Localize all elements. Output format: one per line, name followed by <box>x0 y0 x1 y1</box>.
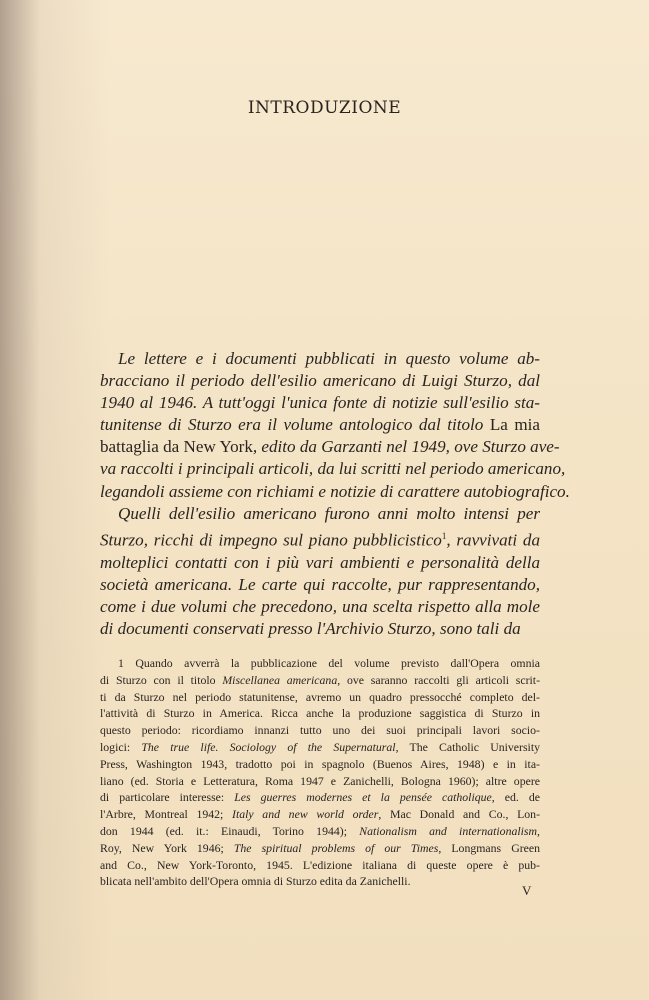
footnote-line <box>100 789 540 806</box>
footnote-line-segment: The true life. Sociology of the Supernatural <box>141 739 396 754</box>
footnote-line-segment: Quando avverrà la pubblicazione del volume previsto dall'Opera omnia <box>123 656 540 670</box>
body-line <box>100 596 540 618</box>
footnote-line-segment: , Longmans Green <box>438 840 541 855</box>
footnote-line-segment: The spiritual problems of our Times <box>233 840 439 855</box>
footnote-line-segment: ti da Sturzo nel periodo statunitense, avremo un quadro pressocché completo del- <box>100 689 540 704</box>
footnote-line-segment: liano (ed. Storia e Letteratura, Roma 1947 e Zanichelli, Bologna 1960); altre opere <box>100 773 540 788</box>
footnote-line <box>100 705 540 722</box>
body-line-segment: Sturzo, ricchi di impegno sul piano pubblicistico <box>100 530 442 550</box>
footnote-line <box>100 806 540 823</box>
body-line-segment: , edito da Garzanti nel 1949, ove Sturzo ave- <box>252 437 560 457</box>
body-line-segment: La mia <box>489 415 540 435</box>
body-line-segment: di documenti conservati presso l'Archivio Sturzo, sono tali da <box>100 618 521 638</box>
footnote-line <box>100 857 540 874</box>
footnote-line-segment: Italy and new world order <box>232 807 379 822</box>
body-line <box>100 481 570 503</box>
body-line <box>100 414 540 436</box>
footnote-line <box>100 672 540 689</box>
body-line <box>100 525 540 552</box>
footnote-line-segment: Press, Washington 1943, tradotto poi in spagnolo (Buenos Aires, 1948) e in ita- <box>100 756 540 771</box>
body-line-segment: bracciano il periodo dell'esilio americano di Luigi Sturzo, dal <box>100 371 540 391</box>
footnote-line <box>100 655 540 672</box>
body-line <box>100 458 566 480</box>
footnote-line <box>100 873 540 890</box>
body-line-segment: come i due volumi che precedono, una scelta rispetto alla mole <box>100 596 540 616</box>
footnote-line <box>100 739 540 756</box>
body-line-segment: Le lettere e i documenti pubblicati in questo volume ab- <box>118 349 540 368</box>
footnote-line-segment: l'Arbre, Montreal 1942; <box>100 807 233 822</box>
footnote <box>100 655 540 890</box>
footnote-line-segment: , ed. de <box>491 790 540 805</box>
footnote-line-segment: , Mac Donald and Co., Lon- <box>378 807 541 822</box>
body-line <box>100 348 540 370</box>
footnote-line-segment: , <box>537 823 540 838</box>
body-line-segment: battaglia da New York <box>100 437 253 457</box>
footnote-line <box>100 722 540 739</box>
body-line <box>100 436 560 458</box>
footnote-line-segment: Les guerres modernes et la pensée catholique <box>234 790 492 805</box>
footnote-line-segment: Miscellanea americana <box>222 672 338 687</box>
footnote-line <box>100 689 540 706</box>
footnote-line-segment: 1 <box>118 656 124 670</box>
footnote-line-segment: and Co., New York-Toronto, 1945. L'edizione italiana di queste opere è pub- <box>100 857 540 872</box>
footnote-line-segment: questo periodo: ricordiamo innanzi tutto uno dei suoi principali lavori socio- <box>100 723 540 738</box>
footnote-line-segment: di Sturzo con il titolo <box>100 672 223 687</box>
body-line <box>100 618 540 640</box>
footnote-line <box>100 756 540 773</box>
footnote-line-segment: Roy, New York 1946; <box>100 840 234 855</box>
body-line <box>100 370 540 392</box>
footnote-line-segment: l'attività di Sturzo in America. Ricca anche la produzione saggistica di Sturzo in <box>100 706 540 721</box>
body-line-segment: società americana. Le carte qui raccolte, pur rappresentando, <box>100 574 540 594</box>
footnote-line-segment: , The Catholic University <box>395 739 541 754</box>
body-line-segment: , ravvivati da <box>446 530 540 550</box>
body-line-segment: molteplici contatti con i più vari ambienti e personalità della <box>100 552 540 572</box>
body-line-segment: 1940 al 1946. A tutt'oggi l'unica fonte di notizie sull'esilio sta- <box>100 393 540 413</box>
footnote-line-segment: Nationalism and internationalism <box>359 823 538 838</box>
body-line-segment: legandoli assieme con richiami e notizie di carattere autobiografico. <box>100 481 570 501</box>
body-line <box>100 574 540 596</box>
footnote-line <box>100 823 540 840</box>
footnote-line-segment: , ove saranno raccolti gli articoli scrit- <box>337 672 541 687</box>
footnote-line-segment: di particolare interesse: <box>100 790 235 805</box>
footnote-line-segment: don 1944 (ed. it.: Einaudi, Torino 1944); <box>100 823 360 838</box>
main-paragraph <box>100 348 570 640</box>
body-line-segment: 1 <box>441 530 447 541</box>
body-line <box>100 503 540 525</box>
body-line <box>100 552 540 574</box>
page-number: V <box>522 883 532 898</box>
page-title: INTRODUZIONE <box>247 98 402 118</box>
body-line-segment: va raccolti i principali articoli, da lui scritti nel periodo americano, <box>100 459 566 479</box>
body-line-segment: Quelli dell'esilio americano furono anni molto intensi per <box>118 503 540 523</box>
footnote-line-segment: logici: <box>100 739 142 754</box>
footnote-line <box>100 840 540 857</box>
footnote-line-segment: blicata nell'ambito dell'Opera omnia di Sturzo edita da Zanichelli. <box>100 874 411 889</box>
footnote-line <box>100 773 540 790</box>
body-line-segment: tunitense di Sturzo era il volume antologico dal titolo <box>100 415 490 435</box>
body-line <box>100 392 540 414</box>
